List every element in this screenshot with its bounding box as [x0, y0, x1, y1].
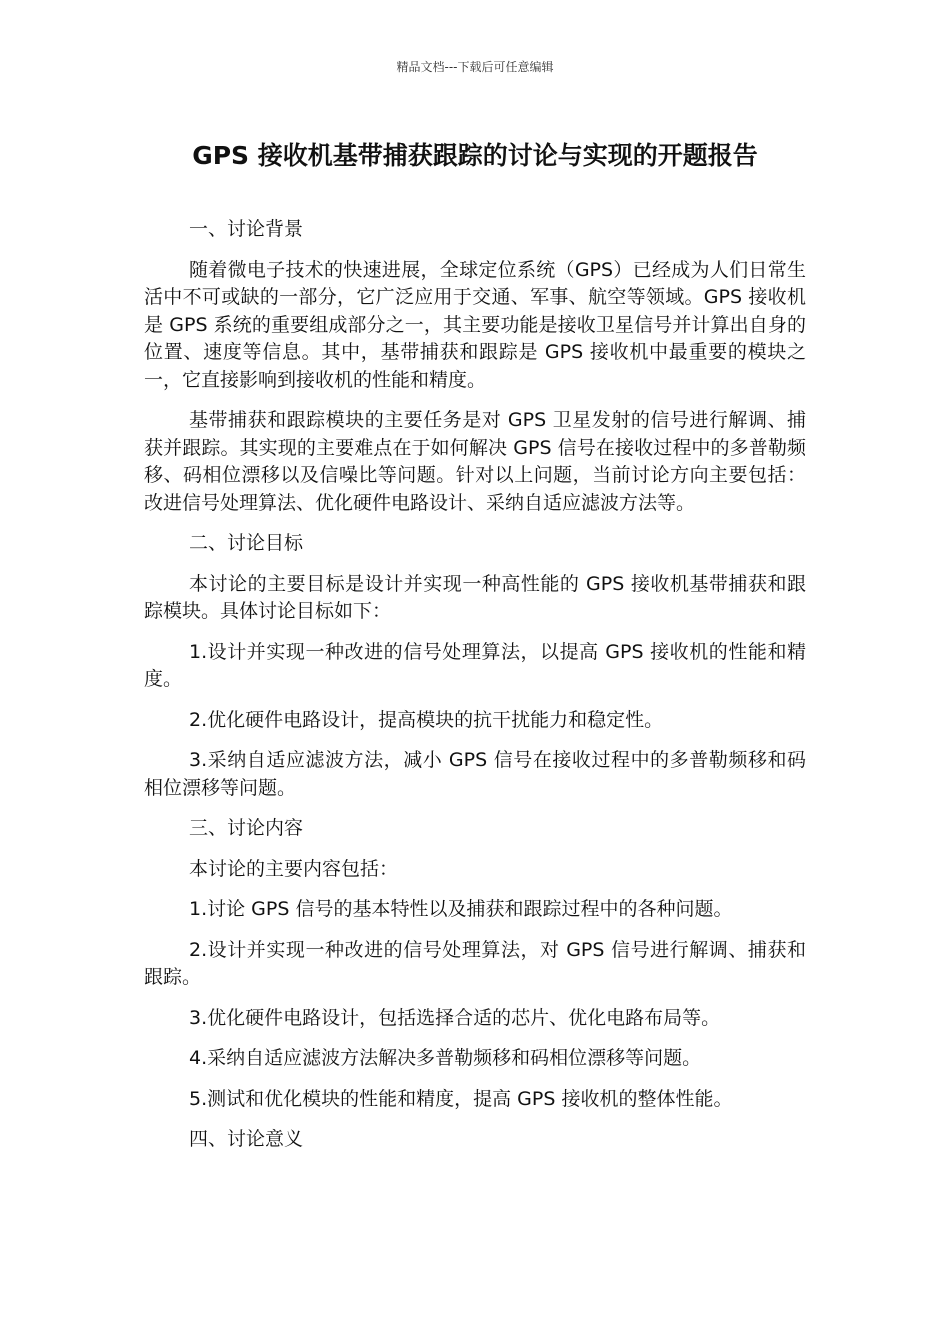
section-heading-significance: 四、讨论意义: [189, 1128, 304, 1150]
page-header: 精品文档---下载后可任意编辑: [396, 60, 554, 74]
paragraph: 随着微电子技术的快速进展，全球定位系统（GPS）已经成为人们日常生活中不可或缺的一部分，它广泛应用于交通、军事、航空等领域。GPS 接收机是 GPS 系统的重要组成部分之一，其主要功能是接收卫星信号并计算出自身的位置、速度等信息。其中，基带捕获和跟踪是 GPS 接收机中最重要的模块之一，它直接影响到接收机的性能和精度。: [144, 258, 806, 391]
list-item: 2.设计并实现一种改进的信号处理算法，对 GPS 信号进行解调、捕获和跟踪。: [144, 938, 806, 988]
paragraph: 本讨论的主要目标是设计并实现一种高性能的 GPS 接收机基带捕获和跟踪模块。具体讨论目标如下：: [144, 572, 806, 622]
list-item: 4.采纳自适应滤波方法解决多普勒频移和码相位漂移等问题。: [189, 1047, 702, 1069]
list-item: 5.测试和优化模块的性能和精度，提高 GPS 接收机的整体性能。: [189, 1087, 733, 1110]
list-item: 3.采纳自适应滤波方法，减小 GPS 信号在接收过程中的多普勒频移和码相位漂移等问题。: [144, 749, 806, 799]
list-item: 3.优化硬件电路设计，包括选择合适的芯片、优化电路布局等。: [189, 1006, 721, 1029]
list-item: 2.优化硬件电路设计，提高模块的抗干扰能力和稳定性。: [189, 708, 664, 731]
document-title: GPS 接收机基带捕获跟踪的讨论与实现的开题报告: [192, 141, 758, 170]
section-heading-background: 一、讨论背景: [189, 218, 304, 240]
section-heading-content: 三、讨论内容: [189, 817, 304, 839]
paragraph: 本讨论的主要内容包括：: [189, 857, 399, 880]
section-heading-goals: 二、讨论目标: [189, 532, 304, 554]
list-item: 1.设计并实现一种改进的信号处理算法，以提高 GPS 接收机的性能和精度。: [144, 640, 806, 690]
list-item: 1.讨论 GPS 信号的基本特性以及捕获和跟踪过程中的各种问题。: [189, 898, 733, 920]
paragraph: 基带捕获和跟踪模块的主要任务是对 GPS 卫星发射的信号进行解调、捕获并跟踪。其实现的主要难点在于如何解决 GPS 信号在接收过程中的多普勒频移、码相位漂移以及信噪比等问题。针对以上问题，当前讨论方向主要包括：改进信号处理算法、优化硬件电路设计、采纳自适应滤波方法等。: [144, 409, 806, 514]
document-body: [144, 216, 806, 1167]
